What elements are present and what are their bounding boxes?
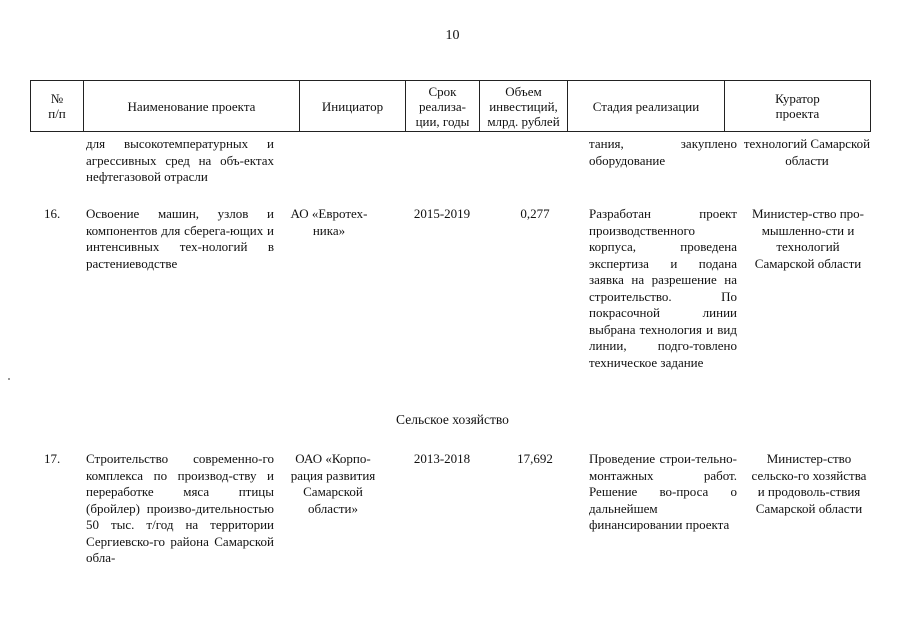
page-number: 10	[445, 28, 460, 43]
row-16-num: 16.	[44, 206, 61, 221]
row-16-initiator: АО «Евротех-ника»	[290, 206, 368, 238]
header-initiator: Инициатор	[300, 81, 406, 132]
continuation-curator: технологий Самарской области	[743, 136, 871, 168]
table-header	[30, 80, 871, 132]
row-17-name: Строительство современно-го комплекса по производ-ству и переработке мяса птицы (бройлер) произво-дительностью 50 тыс. т/год на территории Сергиевско-го района Самарской обла-	[86, 451, 274, 565]
header-term: Срок реализа- ции, годы	[406, 81, 480, 132]
row-17-stage: Проведение строи-тельно-монтажных работ. Решение во-проса о дальнейшем финансировании проекта	[589, 451, 737, 532]
row-16-curator: Министер-ство про-мышленно-сти и технологий Самарской области	[751, 206, 865, 271]
row-17-initiator: ОАО «Корпо-рация развития Самарской области»	[290, 451, 376, 516]
row-17-num: 17.	[44, 451, 61, 466]
header-investment: Объем инвестиций, млрд. рублей	[480, 81, 568, 132]
header-num: № п/п	[31, 81, 84, 132]
row-16-investment: 0,277	[520, 206, 550, 221]
margin-mark	[8, 378, 10, 380]
row-17-term: 2013-2018	[413, 451, 471, 466]
header-name: Наименование проекта	[84, 81, 300, 132]
row-16-name: Освоение машин, узлов и компонентов для сберега-ющих и интенсивных тех-нологий в растениеводстве	[86, 206, 274, 271]
row-17-curator: Министер-ство сельско-го хозяйства и продоволь-ствия Самарской области	[751, 451, 867, 516]
row-17-investment: 17,692	[517, 451, 553, 466]
row-16-stage: Разработан проект производственного корпуса, проведена экспертиза и подана заявка на разрешение на строительство. По покрасочной линии выбрана технология и вид линии, подго-товлено техническое задание	[589, 206, 737, 370]
header-curator: Куратор проекта	[725, 81, 871, 132]
header-stage: Стадия реализации	[568, 81, 725, 132]
row-16-term: 2015-2019	[413, 206, 471, 221]
section-heading: Сельское хозяйство	[396, 412, 509, 427]
continuation-name: для высокотемпературных и агрессивных сред на объ-ектах нефтегазовой отрасли	[86, 136, 274, 184]
continuation-stage: тания, закуплено оборудование	[589, 136, 737, 168]
